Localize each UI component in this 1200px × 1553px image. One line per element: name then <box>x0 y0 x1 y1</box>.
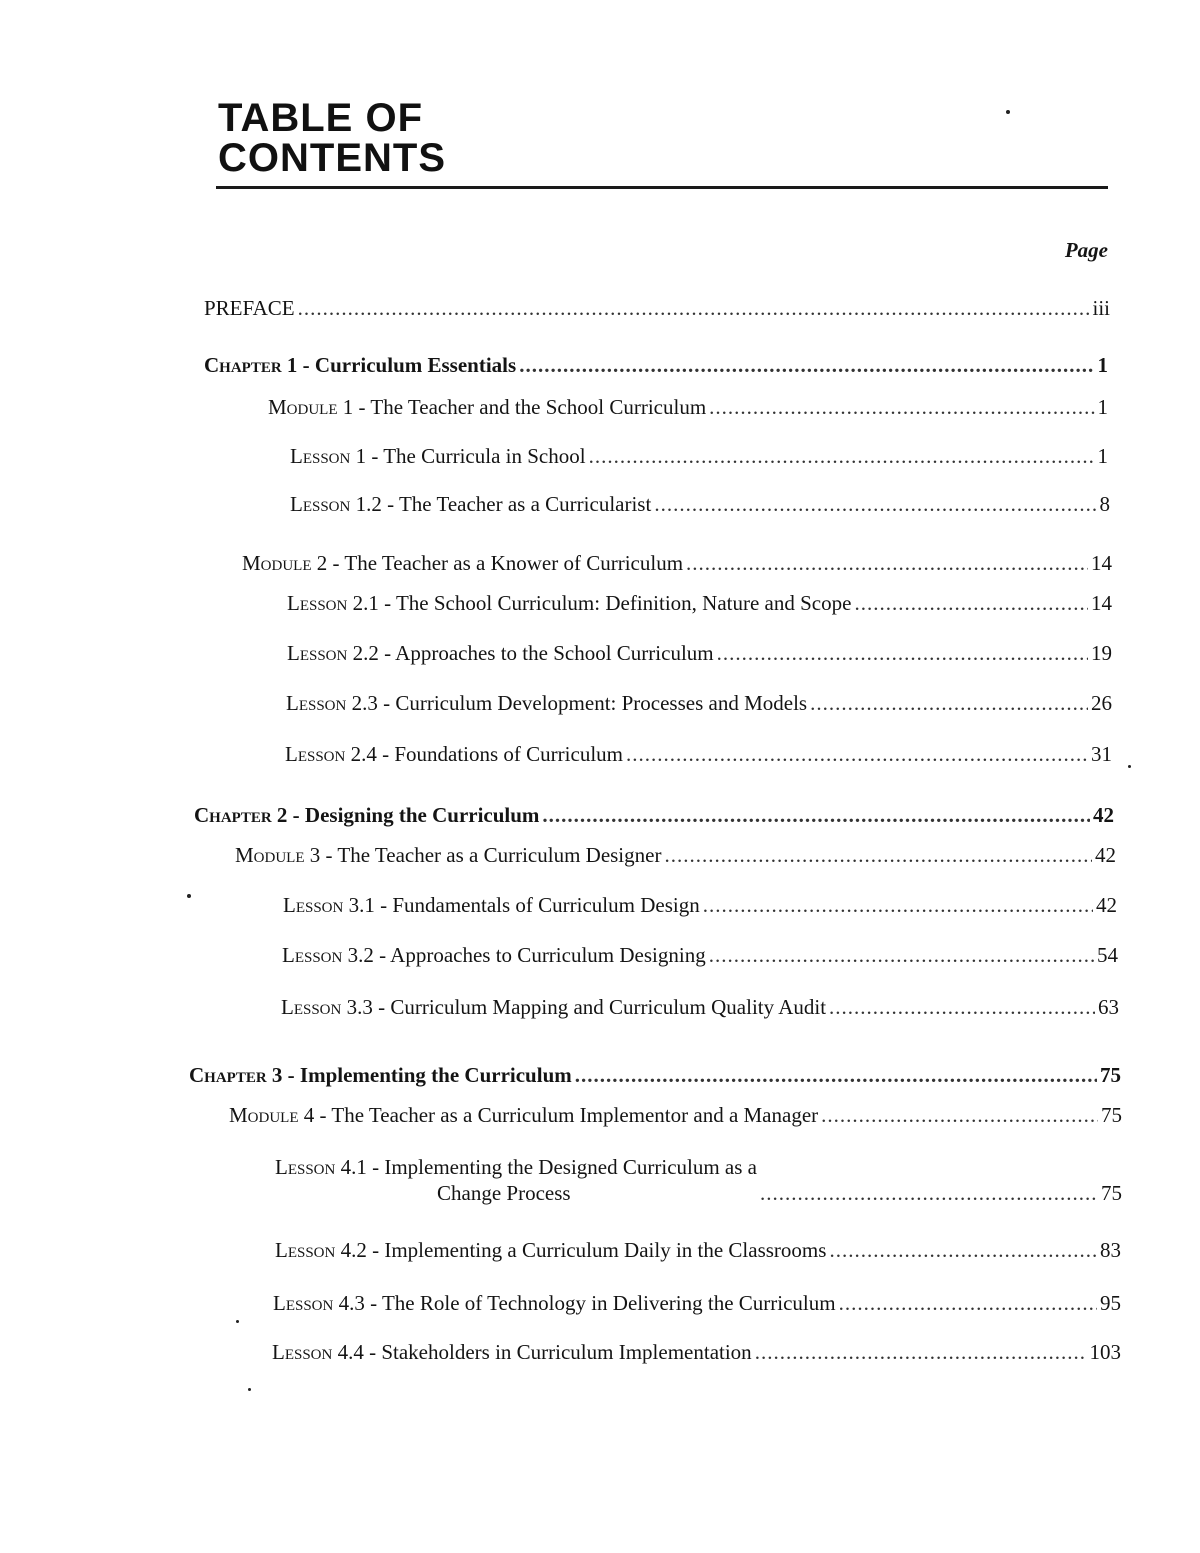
scan-speck <box>187 894 191 898</box>
entry-page: 95 <box>1100 1291 1121 1315</box>
entry-label: 2 - The Teacher as a Knower of Curriculum <box>311 551 684 575</box>
entry-label: PREFACE <box>204 296 295 320</box>
entry-page: 83 <box>1100 1238 1121 1262</box>
toc-entry-module-4[interactable] <box>229 1102 1122 1128</box>
dot-leader <box>760 1180 1098 1206</box>
entry-keyword: Lesson <box>290 444 351 468</box>
entry-label: 2.1 - The School Curriculum: Definition, Nature and Scope <box>347 591 852 615</box>
toc-entry-module-3[interactable] <box>235 842 1116 868</box>
entry-keyword: Lesson <box>287 641 348 665</box>
entry-page: 8 <box>1099 492 1110 516</box>
entry-keyword: Lesson <box>281 995 342 1019</box>
dot-leader <box>626 741 1088 767</box>
entry-label: 3.1 - Fundamentals of Curriculum Design <box>343 893 700 917</box>
toc-entry-lesson-2-4[interactable] <box>285 741 1112 767</box>
entry-keyword: Module <box>242 551 312 575</box>
entry-keyword: Module <box>268 395 338 419</box>
entry-keyword: Chapter <box>204 353 282 377</box>
toc-entry-chapter-1[interactable] <box>204 352 1108 378</box>
entry-page: 42 <box>1096 893 1117 917</box>
toc-entry-lesson-1[interactable] <box>290 443 1108 469</box>
scan-speck <box>1006 110 1010 114</box>
entry-label: 3.3 - Curriculum Mapping and Curriculum Quality Audit <box>341 995 827 1019</box>
entry-page: 42 <box>1095 843 1116 867</box>
toc-entry-lesson-2-2[interactable] <box>287 640 1112 666</box>
toc-entry-lesson-4-2[interactable] <box>275 1237 1121 1263</box>
toc-entry-lesson-4-4[interactable] <box>272 1339 1121 1365</box>
toc-entry-preface[interactable] <box>204 295 1110 321</box>
entry-label-continued: Change Process <box>437 1181 571 1205</box>
toc-entry-lesson-4-3[interactable] <box>273 1290 1121 1316</box>
toc-entry-module-1[interactable] <box>268 394 1108 420</box>
entry-label: 1 - The Curricula in School <box>350 444 586 468</box>
entry-page: 42 <box>1093 803 1114 827</box>
dot-leader <box>854 590 1088 616</box>
dot-leader <box>829 1237 1097 1263</box>
entry-page: 31 <box>1091 742 1112 766</box>
entry-keyword: Chapter <box>189 1063 267 1087</box>
dot-leader <box>709 942 1094 968</box>
dot-leader <box>717 640 1088 666</box>
entry-label: 2.4 - Foundations of Curriculum <box>345 742 623 766</box>
entry-page: 75 <box>1101 1103 1122 1127</box>
toc-entry-module-2[interactable] <box>242 550 1112 576</box>
entry-label: 1 - The Teacher and the School Curriculum <box>337 395 707 419</box>
entry-label: 1 - Curriculum Essentials <box>281 353 517 377</box>
toc-entry-lesson-4-1[interactable] <box>275 1154 1122 1206</box>
entry-page: 19 <box>1091 641 1112 665</box>
entry-keyword: Lesson <box>290 492 351 516</box>
entry-page: 14 <box>1091 551 1112 575</box>
entry-label: 2.3 - Curriculum Development: Processes and Models <box>346 691 808 715</box>
entry-page: 75 <box>1100 1063 1121 1087</box>
page-title <box>218 98 446 178</box>
entry-page: 54 <box>1097 943 1118 967</box>
entry-label: 4.2 - Implementing a Curriculum Daily in the Classrooms <box>335 1238 827 1262</box>
dot-leader <box>654 491 1096 517</box>
dot-leader <box>298 295 1090 321</box>
entry-label: 3 - The Teacher as a Curriculum Designer <box>304 843 662 867</box>
toc-entry-lesson-2-3[interactable] <box>286 690 1112 716</box>
entry-keyword: Lesson <box>287 591 348 615</box>
entry-page: 14 <box>1091 591 1112 615</box>
dot-leader <box>589 443 1095 469</box>
entry-label: 2.2 - Approaches to the School Curriculum <box>347 641 714 665</box>
dot-leader <box>519 352 1094 378</box>
dot-leader <box>829 994 1095 1020</box>
entry-page: 63 <box>1098 995 1119 1019</box>
entry-label: 4.3 - The Role of Technology in Delivering the Curriculum <box>333 1291 836 1315</box>
entry-keyword: Lesson <box>272 1340 333 1364</box>
entry-page: iii <box>1092 296 1110 320</box>
entry-keyword: Module <box>229 1103 299 1127</box>
scan-speck <box>236 1320 239 1323</box>
entry-keyword: Module <box>235 843 305 867</box>
entry-label: 4.4 - Stakeholders in Curriculum Implementation <box>332 1340 752 1364</box>
toc-entry-lesson-2-1[interactable] <box>287 590 1112 616</box>
entry-keyword: Lesson <box>282 943 343 967</box>
dot-leader <box>575 1062 1097 1088</box>
entry-keyword: Lesson <box>285 742 346 766</box>
entry-label: 3.2 - Approaches to Curriculum Designing <box>342 943 706 967</box>
entry-label: 3 - Implementing the Curriculum <box>266 1063 572 1087</box>
toc-entry-chapter-3[interactable] <box>189 1062 1121 1088</box>
toc-entry-lesson-3-3[interactable] <box>281 994 1119 1020</box>
toc-entry-lesson-3-1[interactable] <box>283 892 1117 918</box>
entry-page: 1 <box>1097 395 1108 419</box>
dot-leader <box>755 1339 1087 1365</box>
title-line-2: CONTENTS <box>218 136 446 180</box>
toc-entry-lesson-1-2[interactable] <box>290 491 1110 517</box>
title-rule <box>216 186 1108 189</box>
entry-label: 4 - The Teacher as a Curriculum Implementor and a Manager <box>298 1103 819 1127</box>
entry-keyword: Lesson <box>275 1238 336 1262</box>
entry-label: 1.2 - The Teacher as a Curricularist <box>350 492 652 516</box>
entry-page: 1 <box>1097 444 1108 468</box>
entry-page: 26 <box>1091 691 1112 715</box>
scan-speck <box>248 1388 251 1391</box>
entry-keyword: Lesson <box>283 893 344 917</box>
entry-label: 2 - Designing the Curriculum <box>271 803 540 827</box>
dot-leader <box>686 550 1088 576</box>
entry-keyword: Lesson <box>273 1291 334 1315</box>
scan-speck <box>1128 765 1131 768</box>
toc-entry-chapter-2[interactable] <box>194 802 1114 828</box>
dot-leader <box>664 842 1092 868</box>
dot-leader <box>810 690 1088 716</box>
entry-label: 4.1 - Implementing the Designed Curriculum as a <box>335 1155 757 1179</box>
dot-leader <box>709 394 1094 420</box>
page-column-heading: Page <box>1064 238 1108 262</box>
title-line-1: TABLE OF <box>218 96 424 140</box>
entry-page: 103 <box>1089 1340 1121 1364</box>
entry-keyword: Lesson <box>286 691 347 715</box>
toc-entry-lesson-3-2[interactable] <box>282 942 1118 968</box>
entry-keyword: Chapter <box>194 803 272 827</box>
dot-leader <box>542 802 1090 828</box>
dot-leader <box>821 1102 1098 1128</box>
entry-page: 75 <box>1101 1181 1122 1205</box>
entry-keyword: Lesson <box>275 1155 336 1179</box>
entry-page: 1 <box>1097 353 1108 377</box>
dot-leader <box>703 892 1093 918</box>
dot-leader <box>839 1290 1097 1316</box>
